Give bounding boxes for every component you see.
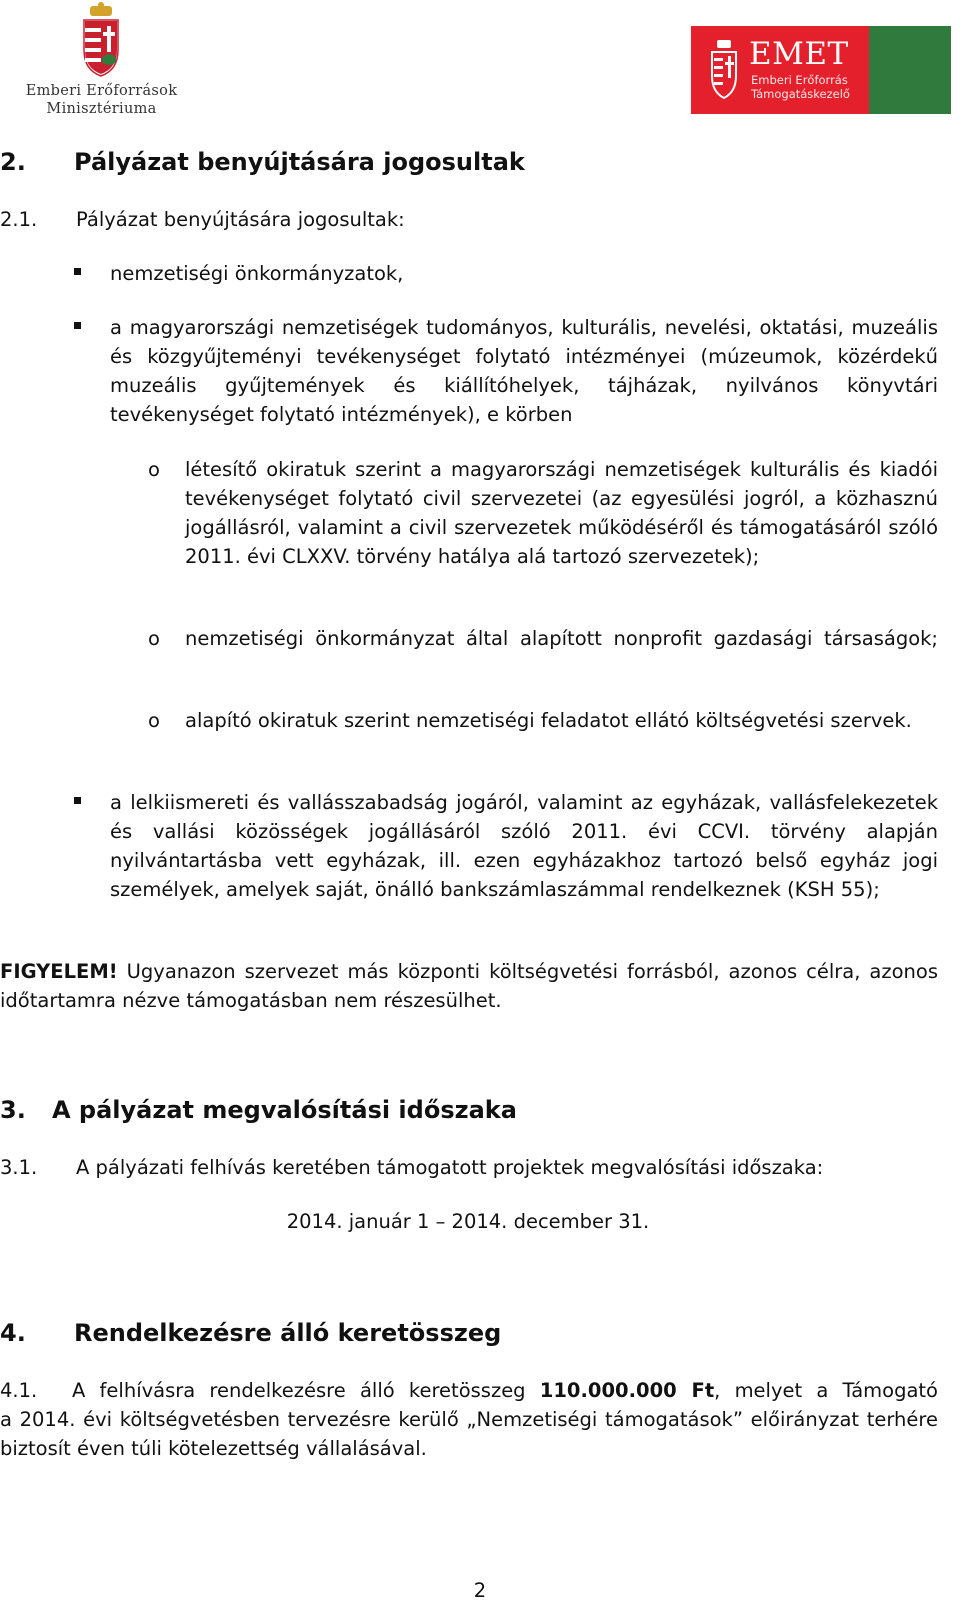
emet-subtitle-line1: Emberi Erőforrás: [751, 73, 848, 87]
emet-title: EMET: [749, 36, 849, 72]
subsection-4-1: [0, 1376, 938, 1463]
square-bullet-icon: [74, 268, 81, 275]
warning-paragraph: [0, 957, 938, 1015]
sub-list-item: létesítő okiratuk szerint a magyarországi nemzetiségek kulturális és kiadói tevékenységet folytató civil szervezetei (az egyesülési jogról, a közhasznú jogállásról, valamint a civil szervezetek működéséről és támogatásáról szóló 2011. évi CLXXV. törvény hatálya alá tartozó szervezetek);: [185, 458, 938, 568]
subsection-4-1-number: 4.1.: [0, 1379, 38, 1402]
subsection-2-1-title: Pályázat benyújtására jogosultak:: [76, 208, 405, 231]
ministry-logo: [14, 2, 189, 118]
budget-text-before: A felhívásra rendelkezésre álló keretösszeg: [72, 1379, 540, 1402]
list-item: a magyarországi nemzetiségek tudományos, kulturális, nevelési, oktatási, muzeális és közgyűjteményi tevékenységet folytató intézményei (múzeumok, közérdekű muzeális gyűjtemények és kiállítóhelyek, tájházak, nyilvános könyvtári tevékenységet folytató intézmények), e körben: [110, 316, 938, 426]
circle-bullet-icon: o: [148, 458, 160, 481]
subsection-3-1-text: A pályázati felhívás keretében támogatott projektek megvalósítási időszaka:: [76, 1156, 824, 1179]
sub-list-item: [185, 624, 938, 653]
warning-label: FIGYELEM!: [0, 960, 118, 983]
section-4-title: Rendelkezésre álló keretösszeg: [74, 1319, 502, 1347]
ministry-name-line1: Emberi Erőforrások: [25, 83, 178, 99]
section-2-number: 2.: [0, 148, 26, 176]
emet-subtitle: [751, 73, 850, 101]
circle-bullet-icon: o: [148, 709, 160, 732]
emet-logo-green-block: [869, 26, 951, 114]
hungarian-coat-of-arms-icon: [76, 2, 126, 80]
list-item: nemzetiségi önkormányzatok,: [110, 262, 404, 285]
implementation-period: 2014. január 1 – 2014. december 31.: [286, 1210, 650, 1233]
ministry-name: [14, 82, 189, 118]
emet-logo: [691, 26, 951, 114]
budget-text-rest: a 2014. évi költségvetésben tervezésre kerülő „Nemzetiségi támogatások” előirányzat terhére biztosít éven túli kötelezettség vállalásával.: [0, 1408, 938, 1460]
budget-amount: 110.000.000 Ft: [539, 1379, 715, 1402]
section-4-number: 4.: [0, 1319, 26, 1347]
ministry-name-line2: Minisztériuma: [46, 101, 157, 117]
sub-list-item-text: nemzetiségi önkormányzat által alapított nonprofit gazdasági társaságok;: [185, 627, 938, 650]
square-bullet-icon: [74, 797, 81, 804]
emet-crest-icon: [709, 38, 739, 100]
subsection-3-1-number: 3.1.: [0, 1156, 38, 1179]
subsection-4-1-first-line-text: [72, 1376, 938, 1405]
sub-list-item: alapító okiratuk szerint nemzetiségi feladatot ellátó költségvetési szervek.: [185, 709, 912, 732]
subsection-2-1-number: 2.1.: [0, 208, 38, 231]
circle-bullet-icon: o: [148, 627, 160, 650]
budget-text-after: , melyet a Támogató: [714, 1379, 938, 1402]
section-3-number: 3.: [0, 1096, 26, 1124]
square-bullet-icon: [74, 322, 81, 329]
page-header: [0, 0, 960, 120]
list-item: a lelkiismereti és vallásszabadság jogáról, valamint az egyházak, vallásfelekezetek és vallási közösségek jogállásáról szóló 2011. évi CCVI. törvény alapján nyilvántartásba vett egyházak, ill. ezen egyházakhoz tartozó belső egyház jogi személyek, amelyek saját, önálló bankszámlaszámmal rendelkeznek (KSH 55);: [110, 791, 938, 901]
emet-subtitle-line2: Támogatáskezelő: [751, 87, 850, 101]
section-3-title: A pályázat megvalósítási időszaka: [52, 1096, 517, 1124]
section-2-title: Pályázat benyújtására jogosultak: [74, 148, 525, 176]
subsection-4-1-first-line: [0, 1376, 938, 1405]
page-number: 2: [473, 1579, 487, 1602]
warning-text: Ugyanazon szervezet más központi költségvetési forrásból, azonos célra, azonos időtartamra nézve támogatásban nem részesülhet.: [0, 960, 938, 1012]
